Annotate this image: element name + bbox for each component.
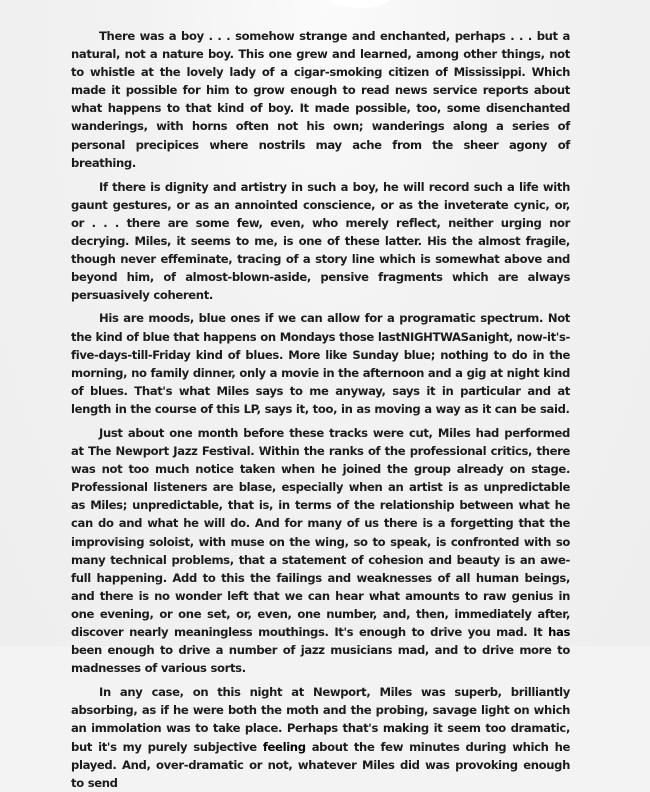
paragraph-4-part-1: Just about one month before these tracks were cut, Miles had performed at The Newport Jazz Festival. Within the ranks of the professional critics, there was not too much notice taken when he joined the group already on stage. Professional listeners are blase, especially when an artist is as unpredictable as Miles; unpredictable, that is, in terms of the relationship between what he can do and what he will do. And for many of us there is a forgetting that the improvising soloist, with muse on the wing, so to speak, is confronted with so many technical problems, that a statement of cohesion and beauty is an awe-full happening. Add to this the failings and weaknesses of all human beings, and there is no wonder left that we can hear what amounts to raw genius in one evening, or one set, or, even, one number, and, then, immediately after, discover nearly meaningless mouthings. It's enough to drive you mad. It [71,425,570,639]
paragraph-5-part-2: about the few minutes during which he played. And, over-dramatic or not, whatever Miles did was provoking enough to send [71,739,570,790]
emphasis-feeling: feeling [262,739,306,754]
paragraph-2: If there is dignity and artistry in such a boy, he will record such a life with gaunt gestures, or as an annointed conscience, or as the inveterate cynic, or, or . . . there are some few, even, who merely reflect, neither urging nor decrying. Miles, it seems to me, is one of these latter. His the almost fragile, though never effeminate, tracing of a story line which is somewhat above and beyond him, of almost-blown-aside, pensive fragments which are always persuasively coherent. [71,179,570,303]
liner-notes-text [71,27,570,792]
paragraph-5 [71,683,570,792]
scan-glare [330,0,390,8]
paragraph-4 [71,424,570,677]
emphasis-has: has [548,625,570,639]
paragraph-4-part-2: been enough to drive a number of jazz musicians mad, and to drive more to madnesses of various sorts. [71,643,570,676]
paragraph-1: There was a boy . . . somehow strange and enchanted, perhaps . . . but a natural, not a nature boy. This one grew and learned, among other things, not to whistle at the lovely lady of a cigar-smoking citizen of Mississippi. Which made it possible for him to grow enough to read news service reports about what happens to that kind of boy. It made possible, too, some disenchanted wanderings, with horns often not his own; wanderings along a series of personal precipices where nostrils may ache from the sheer agony of breathing. [71,29,570,170]
paragraph-3: His are moods, blue ones if we can allow for a programatic spectrum. Not the kind of blue that happens on Mondays those lastNIGHTWASanight, now-it's-five-days-till-Friday kind of blues. More like Sunday blue; nothing to do in the morning, no family dinner, only a movie in the afternoon and a gig at night kind of blues. That's what Miles says to me anyway, says it in particular and at length in the course of this LP, says it, too, in as moving a way as it can be said. [71,311,570,416]
paragraph-5-part-1: In any case, on this night at Newport, Miles was superb, brilliantly absorbing, as if he were both the moth and the probing, savage light on which an immolation was to take place. Perhaps that's making it seem too dramatic, but it's my purely subjective [71,685,570,754]
